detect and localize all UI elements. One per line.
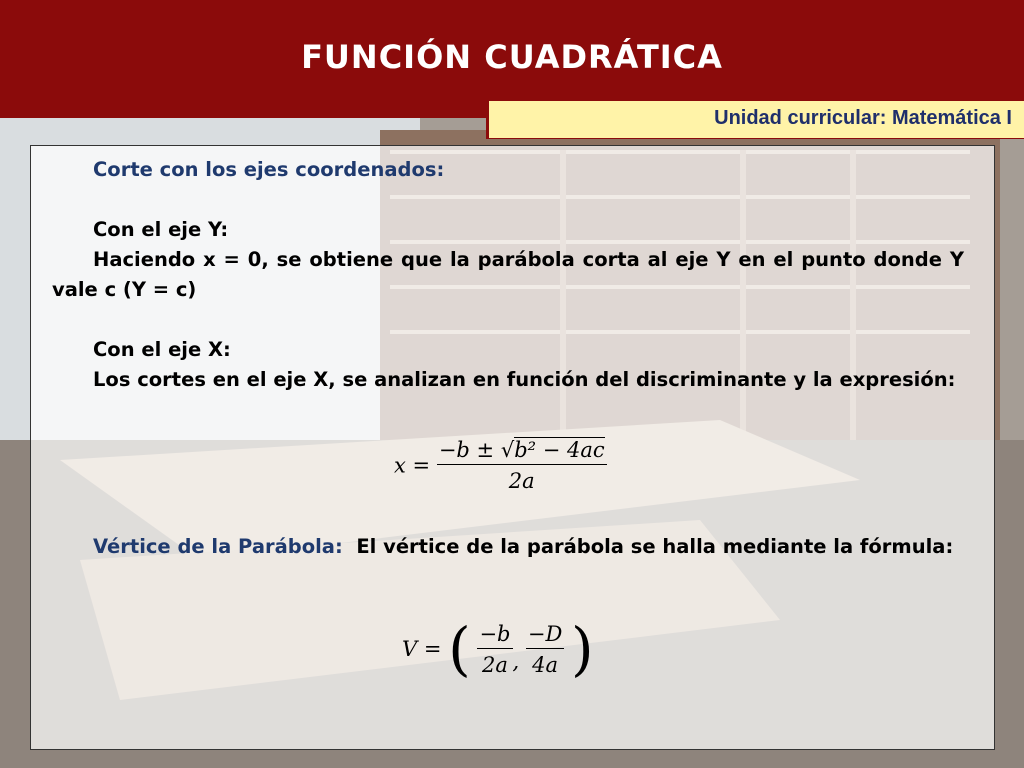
quadratic-formula (394, 438, 607, 493)
vertex-text: El vértice de la parábola se halla mediante la fórmula: (356, 535, 954, 558)
y-axis-label: Con el eje Y: (93, 218, 229, 241)
y-axis-text: Haciendo x = 0, se obtiene que la parábola corta al eje Y en el punto donde Y vale c (Y = c) (52, 248, 964, 301)
vertex-fraction-y: $\frac{-D}{4a}$ (527, 621, 563, 677)
formula-numerator-prefix: −b ± (438, 438, 501, 462)
slide-content (52, 155, 964, 395)
x-axis-label: Con el eje X: (93, 338, 231, 361)
formula-fraction (437, 438, 607, 493)
formula-denominator: 2a (508, 469, 535, 493)
formula-radicand: b² − 4ac (514, 438, 605, 462)
course-label: Unidad curricular: Matemática I (714, 107, 1012, 129)
page-title: FUNCIÓN CUADRÁTICA (301, 38, 723, 76)
vertex-label: Vértice de la Parábola: (93, 535, 343, 558)
section-heading-intersections: Corte con los ejes coordenados: (93, 158, 445, 181)
x-axis-text: Los cortes en el eje X, se analizan en función del discriminante y la expresión: (93, 368, 956, 391)
course-label-box (486, 101, 1024, 139)
vertex-formula (402, 615, 594, 683)
sqrt-symbol: √ (500, 438, 515, 462)
vertex-lhs: V = (402, 637, 442, 661)
vertex-separator: , (512, 649, 520, 674)
right-parenthesis: ) (571, 615, 594, 683)
formula-lhs: x = (394, 453, 431, 478)
vertex-fraction-x: $\frac{-b}{2a}$ (479, 621, 511, 677)
left-parenthesis: ( (448, 615, 471, 683)
vertex-section (52, 532, 964, 562)
